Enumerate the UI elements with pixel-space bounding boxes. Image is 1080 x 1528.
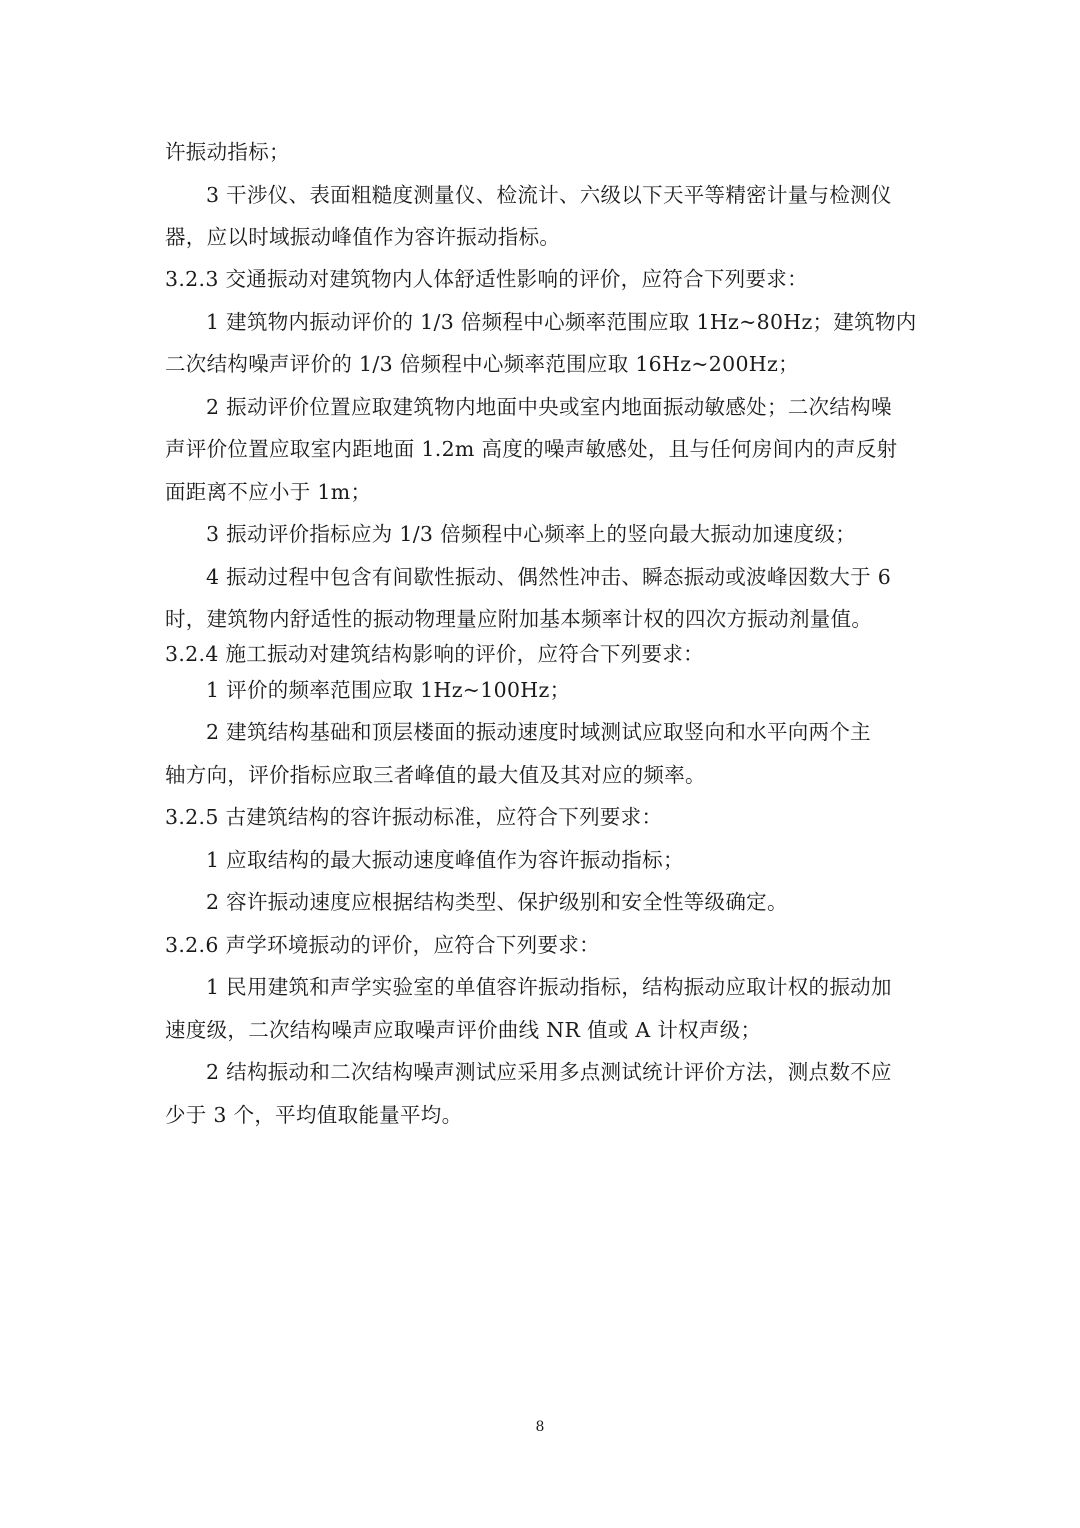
text-line: 少于 3 个，平均值取能量平均。 <box>165 1103 463 1127</box>
text-line: 2 建筑结构基础和顶层楼面的振动速度时域测试应取竖向和水平向两个主 <box>206 720 871 744</box>
text-line: 面距离不应小于 1m； <box>165 480 372 504</box>
text-line: 器，应以时域振动峰值作为容许振动指标。 <box>165 225 561 249</box>
text-line: 3 振动评价指标应为 1/3 倍频程中心频率上的竖向最大振动加速度级； <box>206 522 857 546</box>
text-line: 1 应取结构的最大振动速度峰值作为容许振动指标； <box>206 848 684 872</box>
text-line: 2 振动评价位置应取建筑物内地面中央或室内地面振动敏感处；二次结构噪 <box>206 395 892 419</box>
clause-heading: 3.2.5 古建筑结构的容许振动标准，应符合下列要求： <box>165 805 663 829</box>
text-line: 时，建筑物内舒适性的振动物理量应附加基本频率计权的四次方振动剂量值。 <box>165 607 873 631</box>
clause-heading: 3.2.3 交通振动对建筑物内人体舒适性影响的评价，应符合下列要求： <box>165 267 808 291</box>
text-line: 1 建筑物内振动评价的 1/3 倍频程中心频率范围应取 1Hz~80Hz；建筑物内 <box>206 310 917 334</box>
clause-heading: 3.2.4 施工振动对建筑结构影响的评价，应符合下列要求： <box>165 642 704 666</box>
text-line: 二次结构噪声评价的 1/3 倍频程中心频率范围应取 16Hz~200Hz； <box>165 352 799 376</box>
text-line: 2 结构振动和二次结构噪声测试应采用多点测试统计评价方法，测点数不应 <box>206 1060 892 1084</box>
text-line: 1 民用建筑和声学实验室的单值容许振动指标，结构振动应取计权的振动加 <box>206 975 892 999</box>
text-line: 3 干涉仪、表面粗糙度测量仪、检流计、六级以下天平等精密计量与检测仪 <box>206 183 892 207</box>
clause-heading: 3.2.6 声学环境振动的评价，应符合下列要求： <box>165 933 600 957</box>
text-line: 速度级，二次结构噪声应取噪声评价曲线 NR 值或 A 计权声级； <box>165 1018 762 1042</box>
text-line: 4 振动过程中包含有间歇性振动、偶然性冲击、瞬态振动或波峰因数大于 6 <box>206 565 892 589</box>
text-line: 许振动指标； <box>165 140 290 164</box>
text-line: 声评价位置应取室内距地面 1.2m 高度的噪声敏感处，且与任何房间内的声反射 <box>165 437 898 461</box>
text-line: 2 容许振动速度应根据结构类型、保护级别和安全性等级确定。 <box>206 890 788 914</box>
text-line: 1 评价的频率范围应取 1Hz~100Hz； <box>206 678 571 702</box>
page-number: 8 <box>535 1419 545 1435</box>
text-line: 轴方向，评价指标应取三者峰值的最大值及其对应的频率。 <box>165 763 706 787</box>
